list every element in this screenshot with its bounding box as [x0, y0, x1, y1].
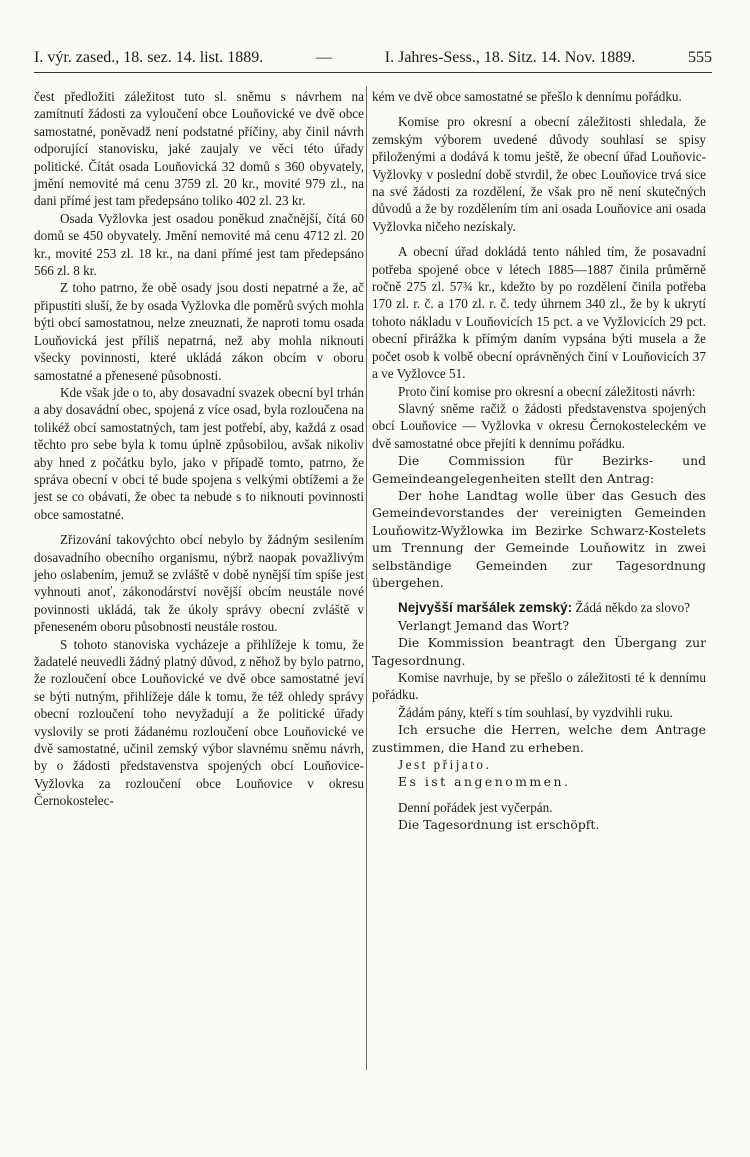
paragraph: Komise pro okresní a obecní záležitosti shledala, že zemským výborem uvedené důvody souhlasí se spisy přiloženými a dodává k tomu ještě, že obecní úřad Louňovic-Vyžlovky v poslední době stvrdil, že obec Louňovice trvá sice na své žádosti za rozdělení, že však pro ně není skutečných důvodů a že by rozdělením tím ani osada Louňovice ani osada Vyžlovka ničeho nezískaly. [372, 114, 706, 234]
motion-german: Der hohe Landtag wolle über das Gesuch des Gemeindevorstandes der vereinigten Gemeinden Louňowitz-Wyžlowka im Bezirke Schwarz-Kostelets um Trennung der Gemeinde Louňowitz in zwei selbständige Gemeinden zur Tagesordnung übergehen. [372, 487, 706, 590]
speaker-text: Žádá někdo za slovo? [572, 600, 691, 616]
header-german: I. Jahres-Sess., 18. Sitz. 14. Nov. 1889. [384, 49, 636, 66]
paragraph: Osada Vyžlovka jest osadou poněkud značnější, čítá 60 domů se 450 obyvately. Jmění nemovité má cenu 4712 zl. 20 kr., movité 253 zl. 18 kr., na dani přímé jest tam předepsáno 566 zl. 8 kr. [34, 210, 364, 279]
motion-czech: Slavný sněme račiž o žádosti představenstva spojených obcí Louňovice — Vyžlovka v okresu Černokosteleckém ve dvě samostatné obce přejíti k dennímu pořádku. [372, 400, 706, 451]
paragraph: kém ve dvě obce samostatné se přešlo k dennímu pořádku. [372, 89, 682, 104]
paragraph: A obecní úřad dokládá tento náhled tím, že posavadní potřeba spojené obce v létech 1885—1887 činila průměrně ročně 275 zl. 57¾ kr., kdežto by po rozdělení činila potřeba 170 zl. r. č. a 170 zl. r. č. tedy úhrnem 340 zl., že by k ukrytí tohoto nákladu v Louňovicích 15 pct. a ve Vyžlovicích 29 pct. obecní přirážka k přímým daním vypsána býti musela a že počet osob k volbě obecní oprávněných činí v Louňovicích 37 a ve Vyžlovce 51. [372, 244, 706, 382]
paragraph-german: Die Kommission beantragt den Übergang zur Tagesordnung. [372, 635, 706, 668]
paragraph: čest předložiti záležitost tuto sl. sněmu s návrhem na zamítnutí žádosti za vyloučení obce Louňovické ve dvě obce samostatné, poněvadž není podstatné příčiny, aby činil návrh odporující stanovisku, jaké zaujaly ve věci této úřady politické. Čítát osada Louňovická 32 domů s 360 obyvately, jmění nemovité má cenu 3759 zl. 20 kr., movité 979 zl., na dani přímé jest tam předepsáno toliko 402 zl. 23 kr. [34, 89, 364, 209]
paragraph-german: Die Tagesordnung ist erschöpft. [398, 817, 600, 833]
paragraph-german: Ich ersuche die Herren, welche dem Antrage zustimmen, die Hand zu erheben. [372, 722, 706, 755]
paragraph: Kde však jde o to, aby dosavadní svazek obecní byl trhán a aby dosavádní obec, spojená z více osad, byla rozloučena na tolikéž obcí samostatných, tam jest potřebí, aby, každá z osad těchto pro sebe byla k tomu úplně způsobilou, avšak nikoliv aby hned z počátku bylo, jako v případě tomto, patrno, že správa obecní v obci té bude spojena s velkými obtížemi a že jest se co obávati, že obec ta nebude s to niknouti povinnosti obce samostatné. [34, 384, 364, 522]
paragraph: Z toho patrno, že obě osady jsou dosti nepatrné a že, ač připustiti sluší, že by osada Vyžlovka dle poměrů svých mohla býti obcí samostatnou, nelze zneuznati, že naproti tomu osada Louňovická jest příliš nepatrná, než aby mohla niknouti všecky povinnosti, které ukládá zákon obcím v oboru samostatné a přenesené působnosti. [34, 280, 364, 383]
page-header [34, 45, 712, 73]
speaker-paragraph [372, 599, 706, 616]
paragraph-german: Verlangt Jemand das Wort? [398, 617, 570, 633]
paragraph: Komise navrhuje, by se přešlo o záležitosti té k dennímu pořádku. [372, 670, 706, 703]
speaker-name: Nejvyšší maršálek zemský: [398, 600, 573, 616]
paragraph-german: Die Commission für Bezirks- und Gemeindeangelegenheiten stellt den Antrag: [372, 453, 706, 486]
paragraph: Žádám pány, kteří s tím souhlasí, by vyzdvihli ruku. [398, 704, 673, 720]
paragraph-german: Es ist angenommen. [398, 774, 571, 790]
paragraph: Proto činí komise pro okresní a obecní záležitosti návrh: [398, 383, 696, 399]
header-rule [34, 72, 712, 73]
paragraph: Jest přijato. [398, 757, 492, 773]
paragraph: Zřizování takovýchto obcí nebylo by žádným sesilením dosavadního obecního organismu, nýbrž naopak považlivým jeho oslabením, jemuž se zvláště v době nynější tím spíše jest vyhnouti anoť, zákonodárství novější obcím neustále nové povinnosti ukládá, tak že úkoly správy obecní zvláště v přeneseném oboru působnosti neustále rostou. [34, 532, 364, 635]
paragraph: S tohoto stanoviska vycházeje a přihlížeje k tomu, že žadatelé neuvedli žádný platný důvod, z něhož by bylo patrno, že rozloučení obce Louňovické ve dvě obce samostatné jeví se býti nutným, přihlížeje dále k tomu, že též ohledy správy obecní rozloučení toho nevyžadují a že politické úřady vyslovily se proti žádanému rozloučení obce Louňovické ve dvě samostatné, učinil zemský výbor slavnému sněmu návrh, by o žádosti představenstva spojených obcí Louňovice-Vyžlovka za rozloučení obce Louňovice v okresu Černokostelec- [34, 636, 364, 809]
header-separator: — [316, 49, 333, 66]
column-divider [366, 86, 367, 1070]
header-czech: I. výr. zased., 18. sez. 14. list. 1889. [34, 49, 264, 66]
paragraph: Denní pořádek jest vyčerpán. [398, 799, 553, 815]
page-number: 555 [688, 49, 712, 66]
left-column [34, 88, 364, 810]
right-column [372, 88, 706, 834]
